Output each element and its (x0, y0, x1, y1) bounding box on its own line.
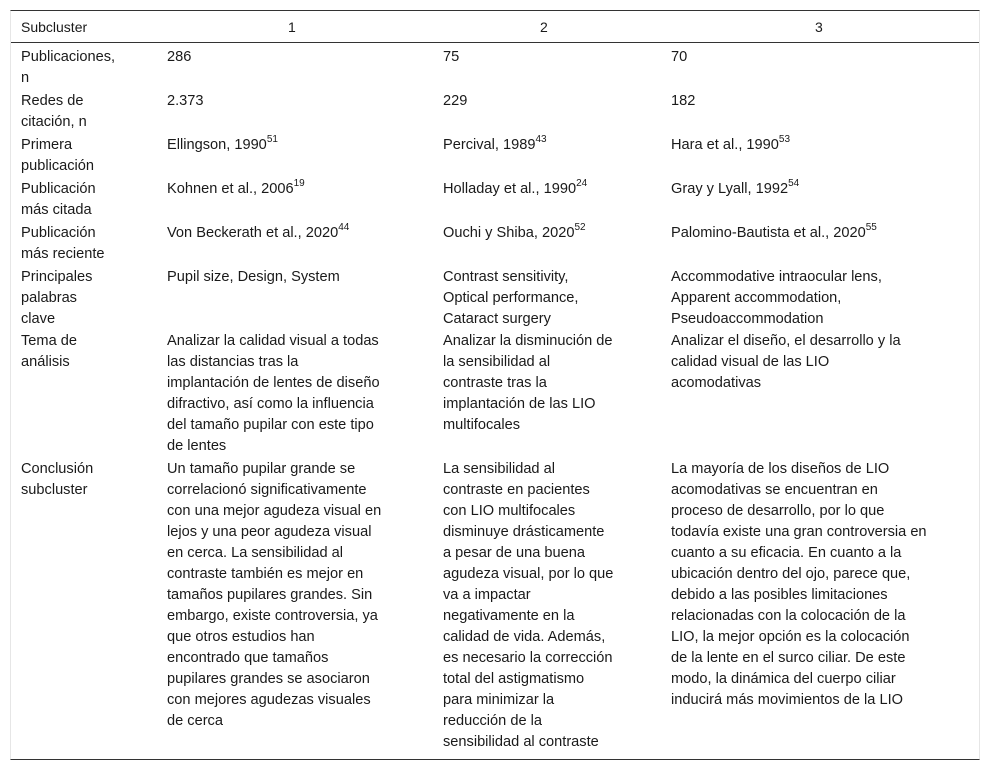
cell-publicaciones-2: 75 (443, 49, 460, 65)
cell-conclusion-1: Un tamaño pupilar grande se correlacionó significativamente con una mejor agudeza visual en lejos y una peor agudeza visual en cerca. La sensibilidad al contraste también es mejor en tamaños pupilares grandes. Sin embargo, existe controversia, ya que otros estudios han encontrado que tamaños pupilares grandes se asociaron con mejores agudezas visuales de cerca (167, 461, 382, 729)
cell-mas-reciente-1: Von Beckerath et al., 2020$^{44}$ (167, 222, 350, 241)
row-label-mas-reciente: Publicación más reciente (21, 225, 105, 262)
header-col-1: 1 (288, 19, 296, 35)
subcluster-table (10, 10, 980, 760)
row-label-publicaciones: Publicaciones, n (21, 49, 116, 86)
row-label-tema: Tema de análisis (21, 333, 77, 370)
cell-publicaciones-3: 70 (671, 49, 688, 65)
cell-palabras-clave-2: Contrast sensitivity, Optical performance, Cataract surgery (443, 269, 579, 327)
row-label-primera: Primera publicación (21, 137, 95, 174)
cell-primera-2: Percival, 1989$^{43}$ (443, 134, 547, 153)
header-col-2: 2 (540, 19, 548, 35)
cell-mas-reciente-3: Palomino-Bautista et al., 2020$^{55}$ (671, 222, 877, 241)
cell-redes-2: 229 (443, 93, 468, 109)
cell-conclusion-3: La mayoría de los diseños de LIO acomodativas se encuentran en proceso de desarrollo, por lo que todavía existe una gran controversia en cuanto a su eficacia. En cuanto a la ubicación dentro del ojo, parece que, debido a las posibles limitaciones relacionadas con la colocación de la LIO, la mejor opción es la colocación de la lente en el surco ciliar. De este modo, la dinámica del cuerpo ciliar inducirá más movimientos de la LIO (671, 461, 927, 708)
table-header (11, 11, 979, 43)
row-label-redes: Redes de citación, n (21, 93, 87, 130)
cell-mas-citada-1: Kohnen et al., 2006$^{19}$ (167, 178, 305, 197)
row-label-palabras-clave: Principales palabras clave (21, 269, 93, 327)
cell-palabras-clave-3: Accommodative intraocular lens, Apparent accommodation, Pseudoaccommodation (671, 269, 882, 327)
header-subcluster: Subcluster (21, 19, 88, 35)
cell-redes-3: 182 (671, 93, 696, 109)
cell-conclusion-2: La sensibilidad al contraste en pacientes con LIO multifocales disminuye drásticamente a pesar de una buena agudeza visual, por lo que va a impactar negativamente en la calidad de vida. Además, es necesario la corrección total del astigmatismo para minimizar la reducción de la sensibilidad al contraste (443, 461, 614, 750)
cell-primera-3: Hara et al., 1990$^{53}$ (671, 134, 791, 153)
cell-tema-1: Analizar la calidad visual a todas las distancias tras la implantación de lentes de diseño difractivo, así como la influencia del tamaño pupilar con este tipo de lentes (167, 333, 380, 454)
cell-mas-citada-2: Holladay et al., 1990$^{24}$ (443, 178, 588, 197)
header-col-3: 3 (815, 19, 823, 35)
cell-redes-1: 2.373 (167, 93, 204, 109)
cell-mas-citada-3: Gray y Lyall, 1992$^{54}$ (671, 178, 800, 197)
cell-tema-2: Analizar la disminución de la sensibilidad al contraste tras la implantación de las LIO multifocales (443, 333, 613, 433)
cell-mas-reciente-2: Ouchi y Shiba, 2020$^{52}$ (443, 222, 586, 241)
cell-primera-1: Ellingson, 1990$^{51}$ (167, 134, 278, 153)
row-label-conclusion: Conclusión subcluster (21, 461, 94, 498)
row-label-mas-citada: Publicación más citada (21, 181, 96, 218)
cell-publicaciones-1: 286 (167, 49, 192, 65)
cell-palabras-clave-1: Pupil size, Design, System (167, 269, 340, 285)
cell-tema-3: Analizar el diseño, el desarrollo y la calidad visual de las LIO acomodativas (671, 333, 901, 391)
